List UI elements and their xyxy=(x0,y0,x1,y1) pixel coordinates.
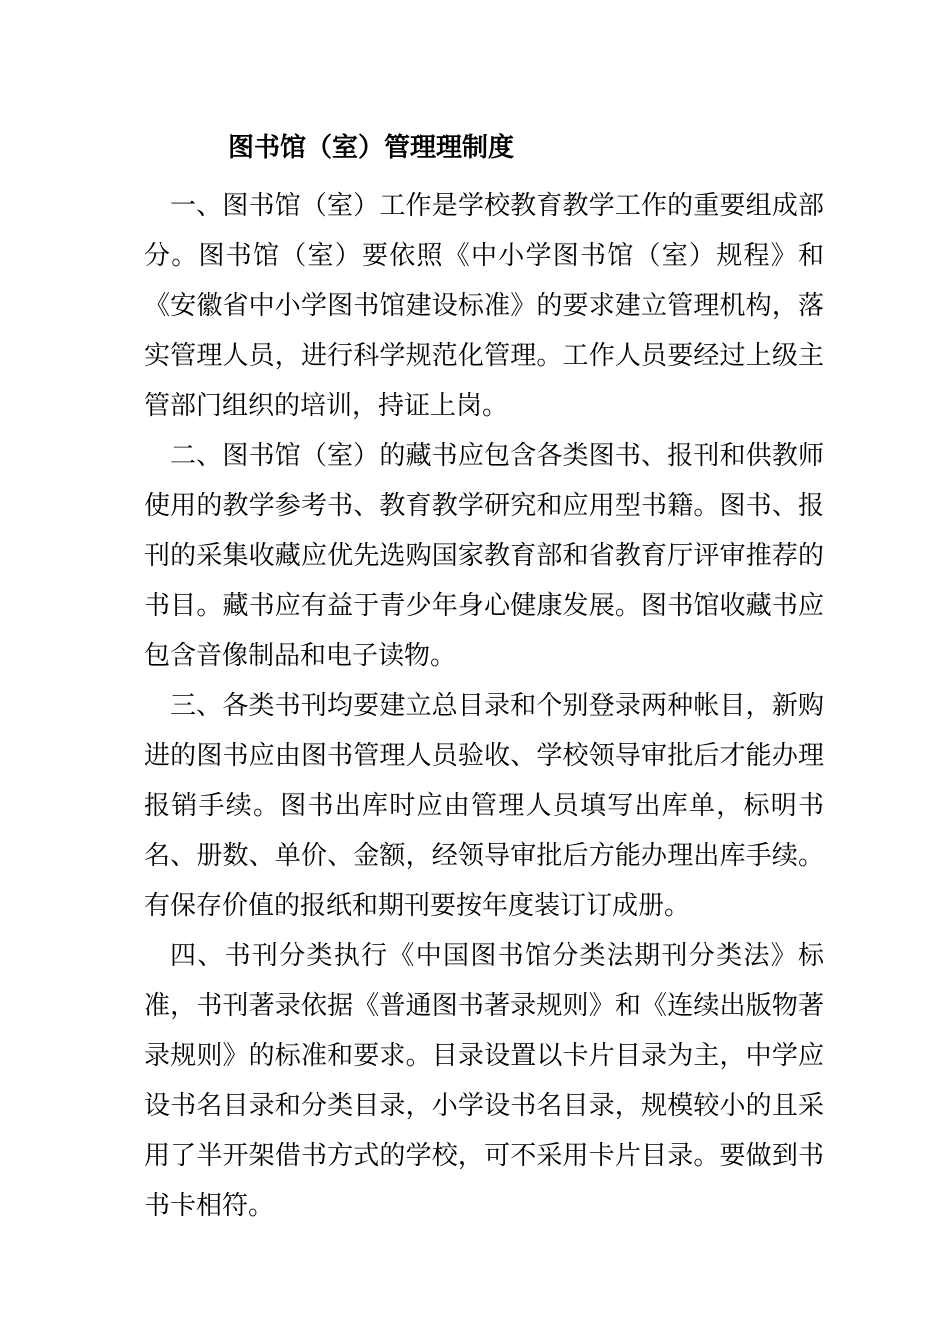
paragraph-3: 三、各类书刊均要建立总目录和个别登录两种帐目，新购进的图书应由图书管理人员验收、学校领导审批后才能办理报销手续。图书出库时应由管理人员填写出库单，标明书名、册数、单价、金额，经领导审批后方能办理出库手续。有保存价值的报纸和期刊要按年度装订订成册。 xyxy=(144,691,824,921)
paragraph-1: 一、图书馆（室）工作是学校教育教学工作的重要组成部分。图书馆（室）要依照《中小学图书馆（室）规程》和《安徽省中小学图书馆建设标准》的要求建立管理机构，落实管理人员，进行科学规范化管理。工作人员要经过上级主管部门组织的培训，持证上岗。 xyxy=(144,191,824,421)
document-title: 图书馆（室）管理理制度 xyxy=(228,133,515,163)
document-body xyxy=(144,181,824,1231)
paragraph-4: 四、书刊分类执行《中国图书馆分类法期刊分类法》标准，书刊著录依据《普通图书著录规则》和《连续出版物著录规则》的标准和要求。目录设置以卡片目录为主，中学应设书名目录和分类目录，小学设书名目录，规模较小的且采用了半开架借书方式的学校，可不采用卡片目录。要做到书书卡相符。 xyxy=(144,941,824,1221)
paragraph-2: 二、图书馆（室）的藏书应包含各类图书、报刊和供教师使用的教学参考书、教育教学研究和应用型书籍。图书、报刊的采集收藏应优先选购国家教育部和省教育厅评审推荐的书目。藏书应有益于青少年身心健康发展。图书馆收藏书应包含音像制品和电子读物。 xyxy=(144,441,824,671)
